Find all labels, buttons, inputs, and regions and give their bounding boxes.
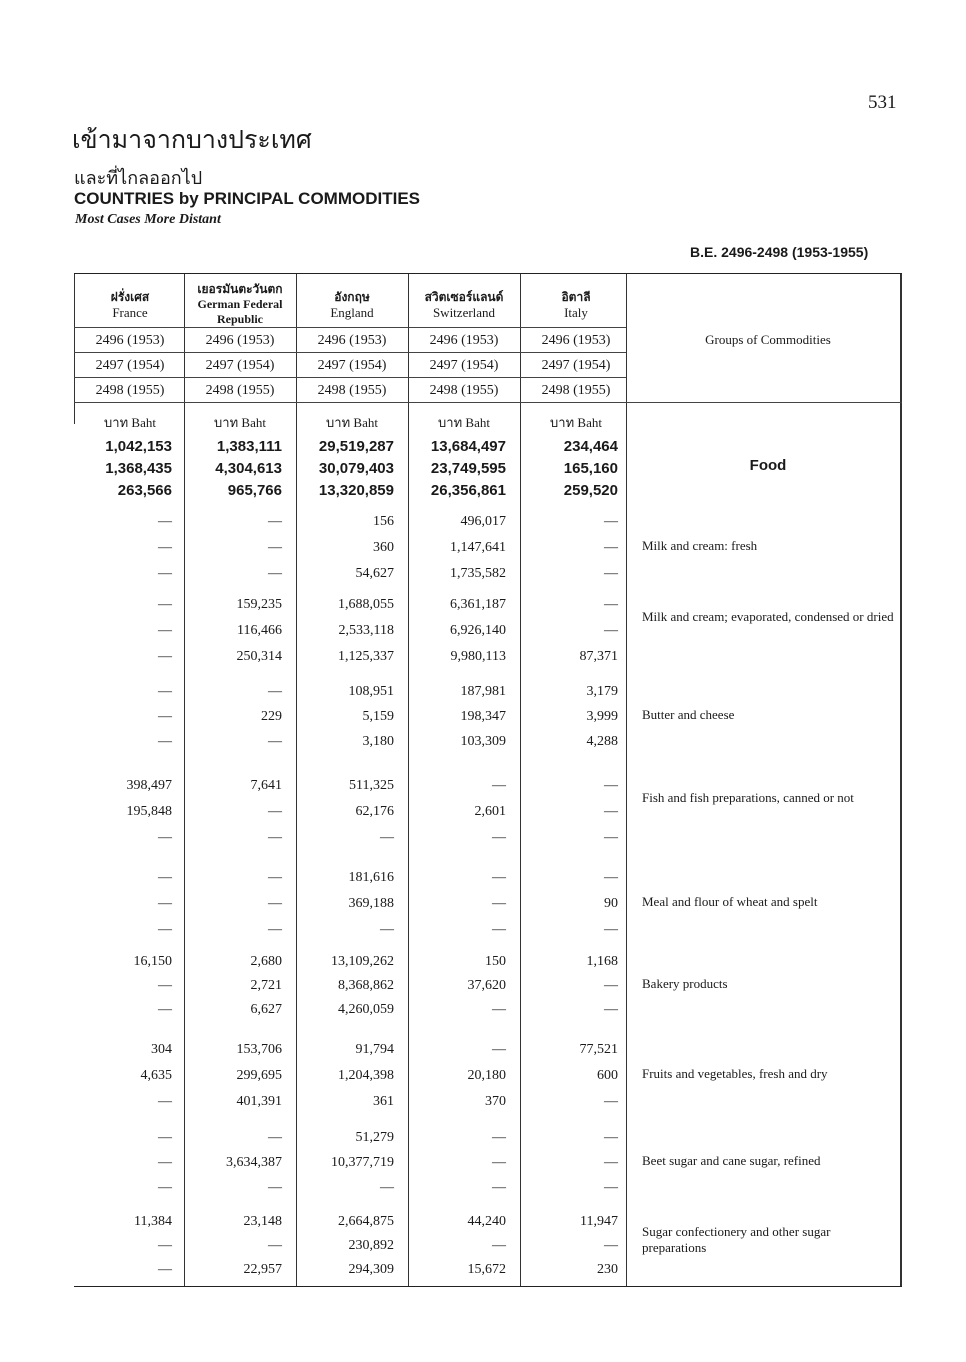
group-label: Fish and fish preparations, canned or not bbox=[642, 790, 854, 805]
groups-header: Groups of Commodities bbox=[705, 332, 831, 347]
column-header-english: Switzerland bbox=[432, 305, 496, 320]
unit-label: บาท Baht bbox=[326, 415, 378, 430]
data-cell: 116,466 bbox=[237, 623, 282, 638]
data-cell: 23,749,595 bbox=[430, 460, 506, 477]
data-cell: — bbox=[158, 734, 172, 749]
data-cell: 13,684,497 bbox=[430, 438, 506, 455]
data-cell: — bbox=[158, 540, 172, 555]
year-label: 2496 (1953) bbox=[317, 333, 387, 348]
title-english: COUNTRIES by PRINCIPAL COMMODITIES bbox=[74, 189, 421, 208]
data-cell: — bbox=[604, 1094, 618, 1109]
data-cell: 9,980,113 bbox=[450, 649, 506, 664]
data-cell: — bbox=[604, 1155, 618, 1170]
data-cell: 496,017 bbox=[460, 514, 506, 529]
data-cell: — bbox=[268, 804, 282, 819]
header-rule bbox=[74, 327, 626, 328]
data-cell: 198,347 bbox=[460, 709, 506, 724]
data-cell: — bbox=[158, 597, 172, 612]
data-cell: 29,519,287 bbox=[318, 438, 394, 455]
data-cell: — bbox=[604, 623, 618, 638]
data-cell: 3,179 bbox=[586, 684, 618, 699]
data-cell: 2,664,875 bbox=[338, 1214, 394, 1229]
data-cell: 230 bbox=[597, 1262, 618, 1277]
data-cell: — bbox=[158, 1238, 172, 1253]
data-cell: 4,635 bbox=[140, 1068, 172, 1083]
data-cell: — bbox=[158, 1180, 172, 1195]
data-cell: — bbox=[158, 623, 172, 638]
data-cell: — bbox=[604, 978, 618, 993]
data-cell: 156 bbox=[373, 514, 394, 529]
header-rule bbox=[74, 352, 626, 353]
data-cell: — bbox=[158, 870, 172, 885]
column-header bbox=[408, 290, 520, 320]
data-cell: 304 bbox=[151, 1042, 172, 1057]
year-label: 2496 (1953) bbox=[95, 333, 165, 348]
group-label: Food bbox=[749, 457, 787, 474]
data-cell: 4,288 bbox=[586, 734, 618, 749]
data-cell: 1,368,435 bbox=[105, 460, 172, 477]
data-cell: 153,706 bbox=[236, 1042, 282, 1057]
data-cell: — bbox=[158, 978, 172, 993]
data-cell: — bbox=[268, 684, 282, 699]
data-cell: — bbox=[604, 870, 618, 885]
data-cell: 965,766 bbox=[227, 482, 282, 499]
data-cell: 44,240 bbox=[467, 1214, 506, 1229]
data-cell: — bbox=[492, 1002, 506, 1017]
data-cell: 8,368,862 bbox=[338, 978, 394, 993]
data-cell: 2,601 bbox=[474, 804, 506, 819]
data-cell: — bbox=[268, 1130, 282, 1145]
unit-label: บาท Baht bbox=[104, 415, 156, 430]
data-cell: 195,848 bbox=[126, 804, 172, 819]
data-cell: — bbox=[604, 514, 618, 529]
year-label: 2497 (1954) bbox=[541, 358, 611, 373]
data-cell: — bbox=[158, 566, 172, 581]
data-cell: 401,391 bbox=[236, 1094, 282, 1109]
data-cell: — bbox=[604, 804, 618, 819]
data-cell: — bbox=[268, 514, 282, 529]
year-label: 2497 (1954) bbox=[429, 358, 499, 373]
data-cell: 1,125,337 bbox=[338, 649, 394, 664]
data-cell: — bbox=[268, 734, 282, 749]
year-label: 2497 (1954) bbox=[205, 358, 275, 373]
data-cell: — bbox=[380, 830, 394, 845]
data-cell: 234,464 bbox=[563, 438, 618, 455]
data-cell: 10,377,719 bbox=[331, 1155, 394, 1170]
data-cell: — bbox=[604, 566, 618, 581]
data-cell: 3,180 bbox=[362, 734, 394, 749]
group-label: Sugar confectionery and other sugar preparations bbox=[642, 1224, 831, 1255]
data-cell: 187,981 bbox=[460, 684, 506, 699]
commodity-table bbox=[74, 273, 902, 1287]
data-cell: — bbox=[268, 870, 282, 885]
data-cell: 1,168 bbox=[586, 954, 618, 969]
year-label: 2498 (1955) bbox=[317, 383, 387, 398]
data-cell: — bbox=[158, 1262, 172, 1277]
data-cell: — bbox=[492, 830, 506, 845]
year-label: 2498 (1955) bbox=[541, 383, 611, 398]
data-cell: — bbox=[268, 830, 282, 845]
data-cell: — bbox=[604, 778, 618, 793]
year-label: 2498 (1955) bbox=[205, 383, 275, 398]
data-cell: 263,566 bbox=[117, 482, 172, 499]
data-cell: 22,957 bbox=[243, 1262, 282, 1277]
data-cell: 15,672 bbox=[467, 1262, 506, 1277]
data-cell: 26,356,861 bbox=[430, 482, 506, 499]
group-label: Milk and cream: fresh bbox=[642, 538, 758, 553]
data-cell: — bbox=[604, 922, 618, 937]
data-cell: — bbox=[158, 649, 172, 664]
data-cell: 1,147,641 bbox=[450, 540, 506, 555]
title-thai: เข้ามาจากบางประเทศ bbox=[72, 125, 312, 154]
data-cell: 2,533,118 bbox=[338, 623, 394, 638]
data-cell: 2,721 bbox=[250, 978, 282, 993]
data-cell: 108,951 bbox=[348, 684, 394, 699]
data-cell: — bbox=[492, 896, 506, 911]
data-cell: — bbox=[268, 1238, 282, 1253]
data-cell: — bbox=[268, 566, 282, 581]
data-cell: — bbox=[492, 1042, 506, 1057]
group-label: Fruits and vegetables, fresh and dry bbox=[642, 1066, 828, 1081]
data-cell: 294,309 bbox=[348, 1262, 394, 1277]
period-label: B.E. 2496-2498 (1953-1955) bbox=[690, 244, 869, 260]
unit-label: บาท Baht bbox=[438, 415, 490, 430]
column-header bbox=[296, 290, 408, 320]
data-cell: 6,926,140 bbox=[450, 623, 506, 638]
data-cell: — bbox=[604, 1002, 618, 1017]
group-label: Bakery products bbox=[642, 976, 728, 991]
column-header bbox=[520, 290, 632, 320]
data-cell: 259,520 bbox=[563, 482, 618, 499]
data-cell: — bbox=[492, 778, 506, 793]
header-rule bbox=[74, 377, 626, 378]
data-cell: 87,371 bbox=[579, 649, 618, 664]
column-header-english: German Federal Republic bbox=[197, 297, 283, 326]
data-cell: 3,999 bbox=[586, 709, 618, 724]
data-cell: — bbox=[604, 1238, 618, 1253]
page-number: 531 bbox=[868, 92, 897, 113]
data-cell: — bbox=[158, 709, 172, 724]
column-header-thai: เยอรมันตะวันตก bbox=[197, 282, 283, 296]
data-cell: 11,384 bbox=[134, 1214, 172, 1229]
data-cell: 370 bbox=[485, 1094, 506, 1109]
data-cell: 360 bbox=[373, 540, 394, 555]
data-cell: 299,695 bbox=[236, 1068, 282, 1083]
data-cell: 1,735,582 bbox=[450, 566, 506, 581]
data-cell: 6,361,187 bbox=[450, 597, 506, 612]
data-cell: 16,150 bbox=[133, 954, 172, 969]
data-cell: 1,204,398 bbox=[338, 1068, 394, 1083]
column-header-english: England bbox=[330, 305, 374, 320]
data-cell: 7,641 bbox=[250, 778, 282, 793]
data-cell: — bbox=[492, 1180, 506, 1195]
data-cell: — bbox=[604, 830, 618, 845]
data-cell: — bbox=[158, 514, 172, 529]
data-cell: — bbox=[268, 896, 282, 911]
data-cell: 165,160 bbox=[563, 460, 618, 477]
data-cell: 37,620 bbox=[467, 978, 506, 993]
data-cell: 90 bbox=[604, 896, 618, 911]
data-cell: — bbox=[492, 1155, 506, 1170]
group-label: Butter and cheese bbox=[642, 707, 735, 722]
column-header bbox=[184, 282, 296, 327]
data-cell: 103,309 bbox=[460, 734, 506, 749]
data-cell: 369,188 bbox=[348, 896, 394, 911]
data-cell: 1,383,111 bbox=[216, 438, 282, 455]
data-cell: 159,235 bbox=[236, 597, 282, 612]
column-header-thai: ฝรั่งเศส bbox=[110, 290, 150, 304]
data-cell: — bbox=[604, 1180, 618, 1195]
data-cell: 181,616 bbox=[348, 870, 394, 885]
column-header-english: Italy bbox=[564, 305, 588, 320]
data-cell: 1,688,055 bbox=[338, 597, 394, 612]
data-cell: 398,497 bbox=[126, 778, 172, 793]
data-cell: 229 bbox=[261, 709, 282, 724]
data-cell: — bbox=[604, 540, 618, 555]
group-label: Meal and flour of wheat and spelt bbox=[642, 894, 818, 909]
data-cell: 4,304,613 bbox=[215, 460, 282, 477]
data-cell: 361 bbox=[373, 1094, 394, 1109]
year-label: 2497 (1954) bbox=[317, 358, 387, 373]
data-cell: — bbox=[268, 540, 282, 555]
group-label: Beet sugar and cane sugar, refined bbox=[642, 1153, 821, 1168]
header-rule bbox=[74, 402, 902, 403]
data-cell: — bbox=[268, 1180, 282, 1195]
data-cell: 23,148 bbox=[243, 1214, 282, 1229]
year-label: 2496 (1953) bbox=[541, 333, 611, 348]
data-cell: — bbox=[158, 684, 172, 699]
year-label: 2497 (1954) bbox=[95, 358, 165, 373]
year-label: 2498 (1955) bbox=[95, 383, 165, 398]
data-cell: 150 bbox=[485, 954, 506, 969]
data-cell: — bbox=[158, 922, 172, 937]
data-cell: 13,320,859 bbox=[318, 482, 394, 499]
column-header-thai: สวิตเซอร์แลนด์ bbox=[424, 290, 504, 304]
data-cell: — bbox=[492, 1130, 506, 1145]
data-cell: 511,325 bbox=[349, 778, 394, 793]
data-cell: 51,279 bbox=[355, 1130, 394, 1145]
data-cell: — bbox=[380, 922, 394, 937]
data-cell: — bbox=[380, 1180, 394, 1195]
year-label: 2496 (1953) bbox=[205, 333, 275, 348]
year-label: 2498 (1955) bbox=[429, 383, 499, 398]
data-cell: 20,180 bbox=[467, 1068, 506, 1083]
data-cell: — bbox=[158, 1155, 172, 1170]
column-header-thai: อิตาลี bbox=[561, 290, 591, 304]
unit-label: บาท Baht bbox=[550, 415, 602, 430]
data-cell: — bbox=[158, 1094, 172, 1109]
data-cell: — bbox=[492, 870, 506, 885]
data-cell: — bbox=[492, 1238, 506, 1253]
data-cell: — bbox=[158, 830, 172, 845]
subtitle-thai: และที่ไกลออกไป bbox=[74, 168, 203, 189]
data-cell: 2,680 bbox=[250, 954, 282, 969]
group-label: Milk and cream; evaporated, condensed or dried bbox=[642, 609, 894, 624]
data-cell: — bbox=[492, 922, 506, 937]
data-cell: 54,627 bbox=[355, 566, 394, 581]
subtitle-english: Most Cases More Distant bbox=[75, 212, 221, 227]
data-cell: — bbox=[268, 922, 282, 937]
data-cell: — bbox=[158, 1130, 172, 1145]
data-cell: 1,042,153 bbox=[105, 438, 172, 455]
data-cell: 6,627 bbox=[250, 1002, 282, 1017]
data-cell: — bbox=[158, 1002, 172, 1017]
unit-label: บาท Baht bbox=[214, 415, 266, 430]
data-cell: 91,794 bbox=[355, 1042, 394, 1057]
data-cell: 600 bbox=[597, 1068, 618, 1083]
data-cell: 13,109,262 bbox=[331, 954, 394, 969]
data-cell: 3,634,387 bbox=[226, 1155, 282, 1170]
data-cell: 62,176 bbox=[355, 804, 394, 819]
data-cell: 250,314 bbox=[236, 649, 282, 664]
data-cell: 77,521 bbox=[579, 1042, 618, 1057]
year-label: 2496 (1953) bbox=[429, 333, 499, 348]
column-header bbox=[74, 290, 186, 320]
data-cell: — bbox=[604, 597, 618, 612]
column-header-thai: อังกฤษ bbox=[334, 290, 370, 304]
data-cell: 5,159 bbox=[362, 709, 394, 724]
data-cell: 4,260,059 bbox=[338, 1002, 394, 1017]
data-cell: 11,947 bbox=[580, 1214, 618, 1229]
table-right-edge bbox=[900, 274, 902, 1286]
data-cell: — bbox=[604, 1130, 618, 1145]
data-cell: 30,079,403 bbox=[318, 460, 394, 477]
column-header-english: France bbox=[112, 305, 148, 320]
data-cell: — bbox=[158, 896, 172, 911]
data-cell: 230,892 bbox=[348, 1238, 394, 1253]
